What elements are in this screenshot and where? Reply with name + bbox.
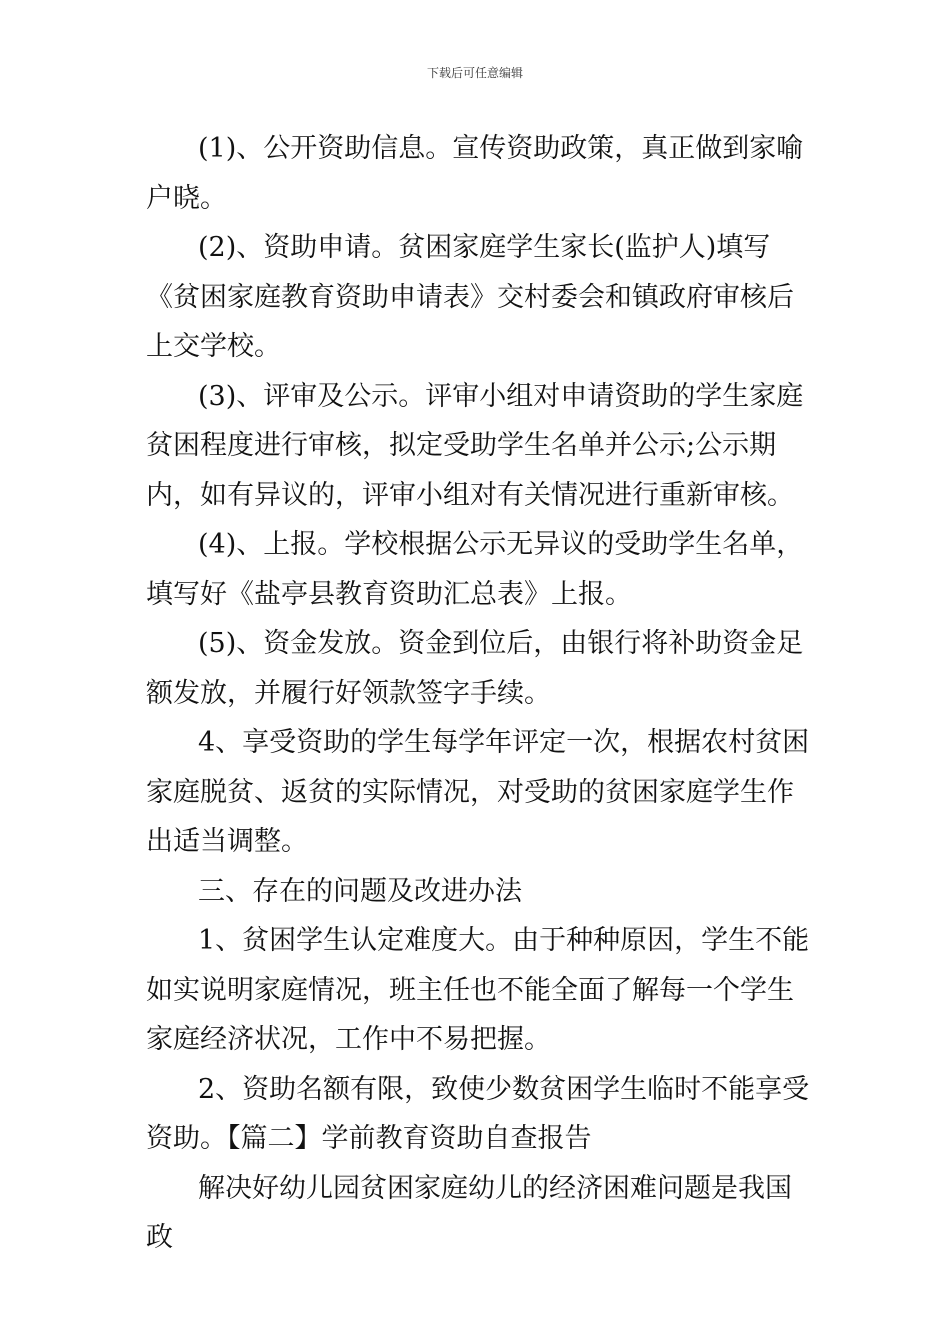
paragraph-annual-evaluation: 4、享受资助的学生每学年评定一次，根据农村贫困家庭脱贫、返贫的实际情况，对受助的贫困家庭学生作出适当调整。: [146, 727, 810, 857]
paragraph-report: (4)、上报。学校根据公示无异议的受助学生名单，填写好《盐亭县教育资助汇总表》上报。: [146, 529, 804, 610]
paragraph-identification-difficulty: 1、贫困学生认定难度大。由于种种原因，学生不能如实说明家庭情况，班主任也不能全面了解每一个学生家庭经济状况，工作中不易把握。: [146, 925, 810, 1055]
paragraph-limited-quota: 2、资助名额有限，致使少数贫困学生临时不能享受资助。【篇二】学前教育资助自查报告: [146, 1073, 810, 1154]
paragraph-publicize-info: (1)、公开资助信息。宣传资助政策，真正做到家喻户晓。: [146, 133, 804, 214]
paragraph-review-announcement: (3)、评审及公示。评审小组对申请资助的学生家庭贫困程度进行审核，拟定受助学生名单并公示;公示期内，如有异议的，评审小组对有关情况进行重新审核。: [146, 380, 804, 511]
document-body: [146, 124, 810, 1263]
paragraph-fund-distribution: (5)、资金发放。资金到位后，由银行将补助资金足额发放，并履行好领款签字手续。: [146, 628, 804, 709]
page-header: 下载后可任意编辑: [426, 66, 523, 80]
section-heading-problems: 三、存在的问题及改进办法: [198, 875, 522, 907]
paragraph-application: (2)、资助申请。贫困家庭学生家长(监护人)填写《贫困家庭教育资助申请表》交村委会和镇政府审核后上交学校。: [146, 232, 794, 362]
paragraph-kindergarten-intro: 解决好幼儿园贫困家庭幼儿的经济困难问题是我国政: [146, 1172, 792, 1253]
